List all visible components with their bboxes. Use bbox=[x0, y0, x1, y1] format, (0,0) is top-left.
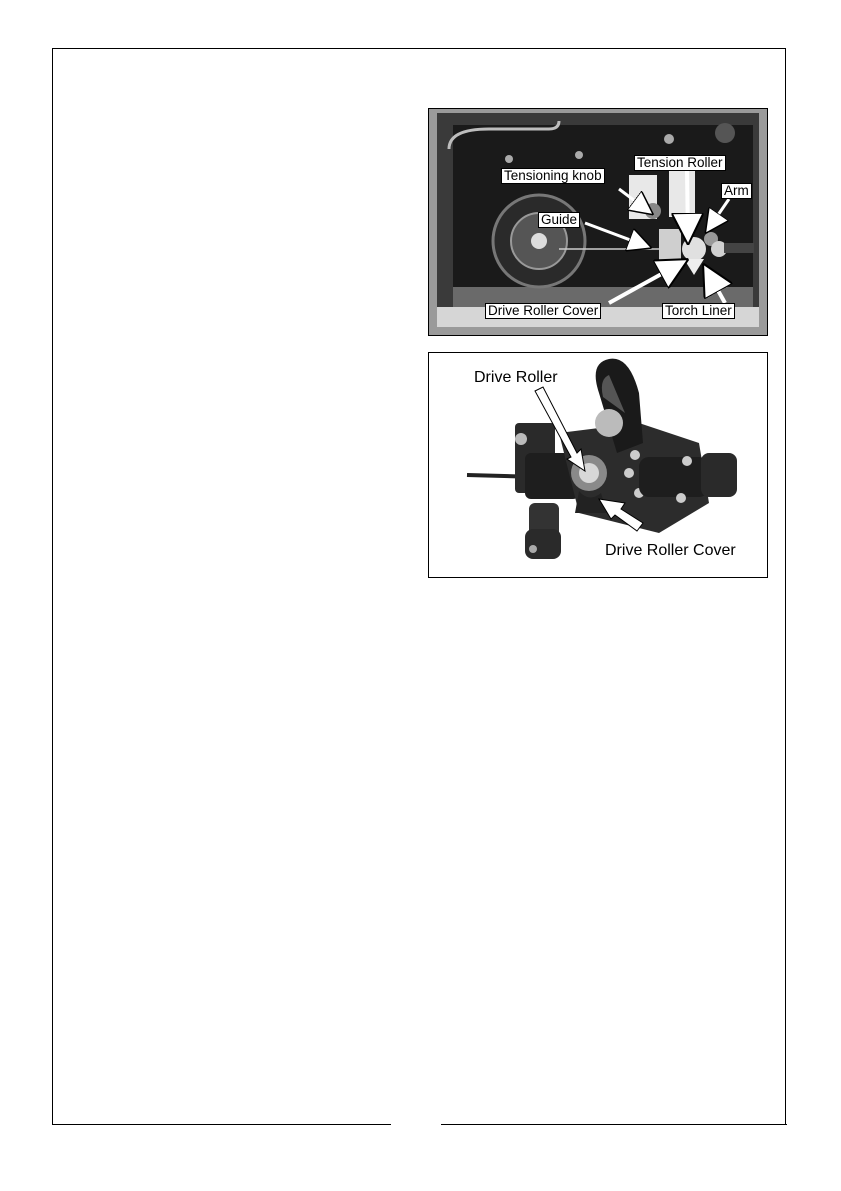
label-drive-roller-cover: Drive Roller Cover bbox=[485, 303, 601, 319]
footer-rule-right bbox=[441, 1124, 787, 1125]
label-tension-roller: Tension Roller bbox=[634, 155, 726, 171]
label-drive-roller: Drive Roller bbox=[474, 369, 558, 386]
label-torch-liner: Torch Liner bbox=[662, 303, 735, 319]
label-tensioning-knob: Tensioning knob bbox=[501, 168, 605, 184]
drive-roller-assembly-photo bbox=[428, 352, 768, 578]
callout-arrows-top bbox=[429, 109, 767, 335]
footer-rule-left bbox=[52, 1124, 391, 1125]
wire-feed-compartment-photo bbox=[428, 108, 768, 336]
label-drive-roller-cover-bottom: Drive Roller Cover bbox=[605, 542, 736, 559]
label-guide: Guide bbox=[538, 212, 580, 228]
label-arm: Arm bbox=[721, 183, 752, 199]
